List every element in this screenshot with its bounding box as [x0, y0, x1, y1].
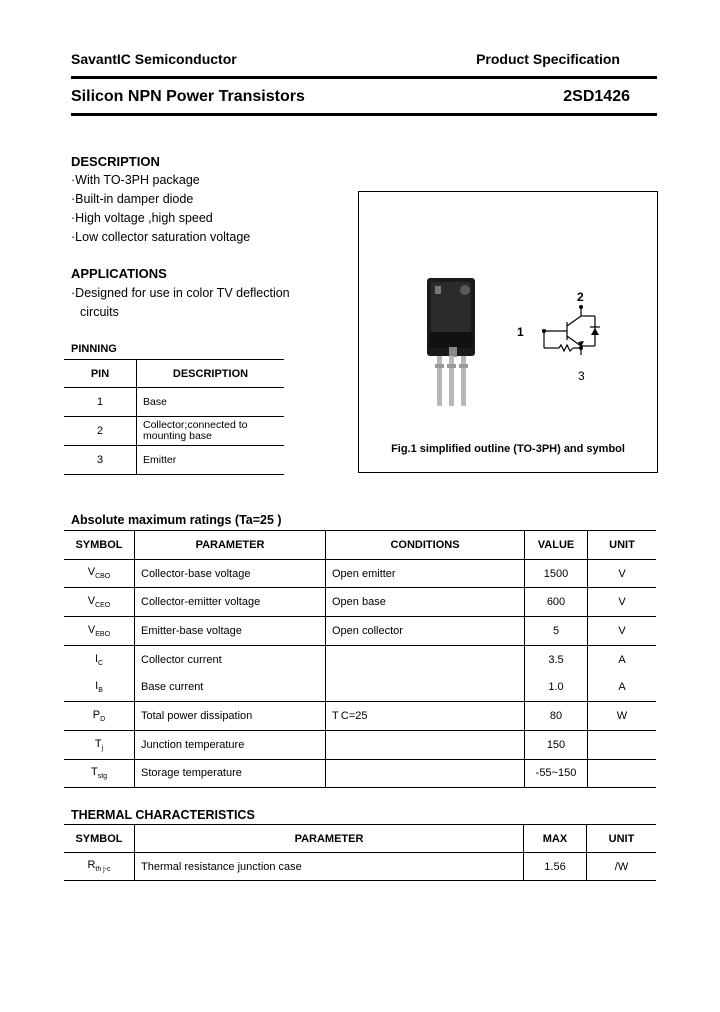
unit-cell: V [588, 588, 657, 617]
col-parameter: PARAMETER [135, 825, 524, 853]
symbol-letter: V [87, 623, 96, 636]
table-row [64, 759, 656, 788]
parameter-cell: Collector-emitter voltage [135, 588, 326, 617]
symbol-cell [64, 673, 135, 701]
title-rule [71, 113, 657, 116]
col-pin: PIN [64, 360, 137, 388]
symbol-cell [64, 853, 135, 881]
doc-type: Product Specification [476, 51, 620, 67]
parameter-cell: Emitter-base voltage [135, 617, 326, 646]
symbol-cell [64, 588, 135, 617]
value-cell: 1.0 [525, 673, 588, 701]
description-item: ·Built-in damper diode [71, 192, 194, 206]
symbol-letter: I [95, 680, 99, 693]
pin3-label: 3 [578, 369, 585, 383]
conditions-cell: T C=25 [326, 702, 525, 731]
package-base [429, 332, 473, 348]
unit-cell: /W [587, 853, 657, 881]
value-cell: 150 [525, 730, 588, 759]
description-list [71, 171, 250, 247]
unit-cell: V [588, 559, 657, 588]
col-conditions: CONDITIONS [326, 531, 525, 560]
symbol-letter: T [94, 737, 102, 750]
symbol-letter: I [94, 652, 98, 665]
mounting-hole-icon [460, 285, 470, 295]
lead-1 [437, 356, 442, 406]
symbol-subscript: D [100, 716, 106, 724]
pin-number: 1 [64, 388, 137, 417]
col-unit: UNIT [588, 531, 657, 560]
applications-item: ·Designed for use in color TV deflection [71, 286, 290, 300]
value-cell: 3.5 [525, 645, 588, 673]
conditions-cell [326, 759, 525, 788]
package-outline [359, 192, 657, 472]
unit-cell: V [588, 617, 657, 646]
table-row [64, 446, 284, 475]
thermal-heading: THERMAL CHARACTERISTICS [71, 808, 255, 822]
col-value: VALUE [525, 531, 588, 560]
conditions-cell: Open emitter [326, 559, 525, 588]
parameter-cell: Junction temperature [135, 730, 326, 759]
value-cell: -55~150 [525, 759, 588, 788]
symbol-letter: V [87, 566, 96, 579]
conditions-cell [326, 645, 525, 673]
conditions-cell [326, 673, 525, 701]
product-line: Silicon NPN Power Transistors [71, 88, 305, 105]
description-item: ·With TO-3PH package [71, 173, 200, 187]
parameter-cell: Storage temperature [135, 759, 326, 788]
table-row [64, 588, 656, 617]
description-item: ·High voltage ,high speed [71, 211, 213, 225]
thermal-table [64, 824, 656, 881]
max-cell: 1.56 [524, 853, 587, 881]
table-row [64, 645, 656, 673]
diode-icon [591, 328, 599, 335]
pin-number: 2 [64, 417, 137, 446]
symbol-subscript: C [98, 659, 104, 667]
applications-item-cont: circuits [80, 305, 119, 319]
value-cell: 80 [525, 702, 588, 731]
figure-caption: Fig.1 simplified outline (TO-3PH) and symbol [391, 443, 625, 455]
company-name: SavantIC Semiconductor [71, 51, 237, 67]
symbol-letter: R [87, 859, 96, 872]
value-cell: 600 [525, 588, 588, 617]
col-description: DESCRIPTION [137, 360, 285, 388]
unit-cell [588, 730, 657, 759]
symbol-cell [64, 730, 135, 759]
symbol-letter: V [87, 595, 96, 608]
pin-description: Base [137, 388, 285, 417]
pin1-label: 1 [517, 325, 524, 339]
table-row [64, 702, 656, 731]
table-row [64, 417, 284, 446]
value-cell: 1500 [525, 559, 588, 588]
figure-box [358, 191, 658, 473]
table-header-row [64, 531, 656, 560]
pinning-table [64, 359, 284, 475]
description-heading: DESCRIPTION [71, 154, 160, 169]
symbol-subscript: th j-c [95, 866, 111, 874]
pin-description: Emitter [137, 446, 285, 475]
pinning-heading: PINNING [71, 343, 117, 355]
col-parameter: PARAMETER [135, 531, 326, 560]
parameter-cell: Base current [135, 673, 326, 701]
col-symbol: SYMBOL [64, 531, 135, 560]
package-tab [449, 347, 457, 357]
value-cell: 5 [525, 617, 588, 646]
abs-max-table [64, 530, 656, 788]
pin-description: Collector;connected to mounting base [137, 417, 285, 446]
applications-list [71, 284, 290, 322]
col-unit: UNIT [587, 825, 657, 853]
symbol-letter: T [90, 766, 98, 779]
symbol-subscript: EBO [95, 631, 111, 638]
symbol-cell [64, 759, 135, 788]
unit-cell: W [588, 702, 657, 731]
symbol-cell [64, 617, 135, 646]
conditions-cell: Open collector [326, 617, 525, 646]
symbol-subscript: CEO [95, 602, 111, 610]
parameter-cell: Thermal resistance junction case [135, 853, 524, 881]
conditions-cell [326, 730, 525, 759]
symbol-subscript: CBO [95, 573, 111, 581]
lead-3 [461, 356, 466, 406]
description-item: ·Low collector saturation voltage [71, 230, 251, 244]
symbol-cell [64, 645, 135, 673]
pin-number: 3 [64, 446, 137, 475]
symbol-letter: P [92, 708, 101, 721]
symbol-cell [64, 702, 135, 731]
part-number: 2SD1426 [563, 88, 630, 105]
table-header-row [64, 360, 284, 388]
table-row [64, 388, 284, 417]
abs-max-heading: Absolute maximum ratings (Ta=25 ) [71, 513, 282, 527]
unit-cell: A [618, 653, 626, 666]
parameter-cell: Total power dissipation [135, 702, 326, 731]
lead-2 [449, 356, 454, 406]
col-max: MAX [524, 825, 587, 853]
symbol-subscript: stg [97, 773, 108, 781]
table-row [64, 559, 656, 588]
parameter-cell: Collector current [135, 645, 326, 673]
unit-cell [588, 759, 657, 788]
applications-heading: APPLICATIONS [71, 266, 167, 281]
symbol-subscript: B [98, 687, 103, 695]
transistor-symbol [544, 307, 595, 355]
parameter-cell: Collector-base voltage [135, 559, 326, 588]
table-header-row [64, 825, 656, 853]
table-row [64, 853, 656, 881]
table-row [64, 730, 656, 759]
pin2-label: 2 [577, 290, 584, 304]
conditions-cell: Open base [326, 588, 525, 617]
symbol-subscript: j [101, 744, 104, 752]
table-row [64, 617, 656, 646]
table-row [64, 673, 656, 701]
package-mark [435, 286, 441, 294]
unit-cell: A [588, 673, 657, 701]
col-symbol: SYMBOL [64, 825, 135, 853]
symbol-cell [64, 559, 135, 588]
header-rule [71, 76, 657, 79]
